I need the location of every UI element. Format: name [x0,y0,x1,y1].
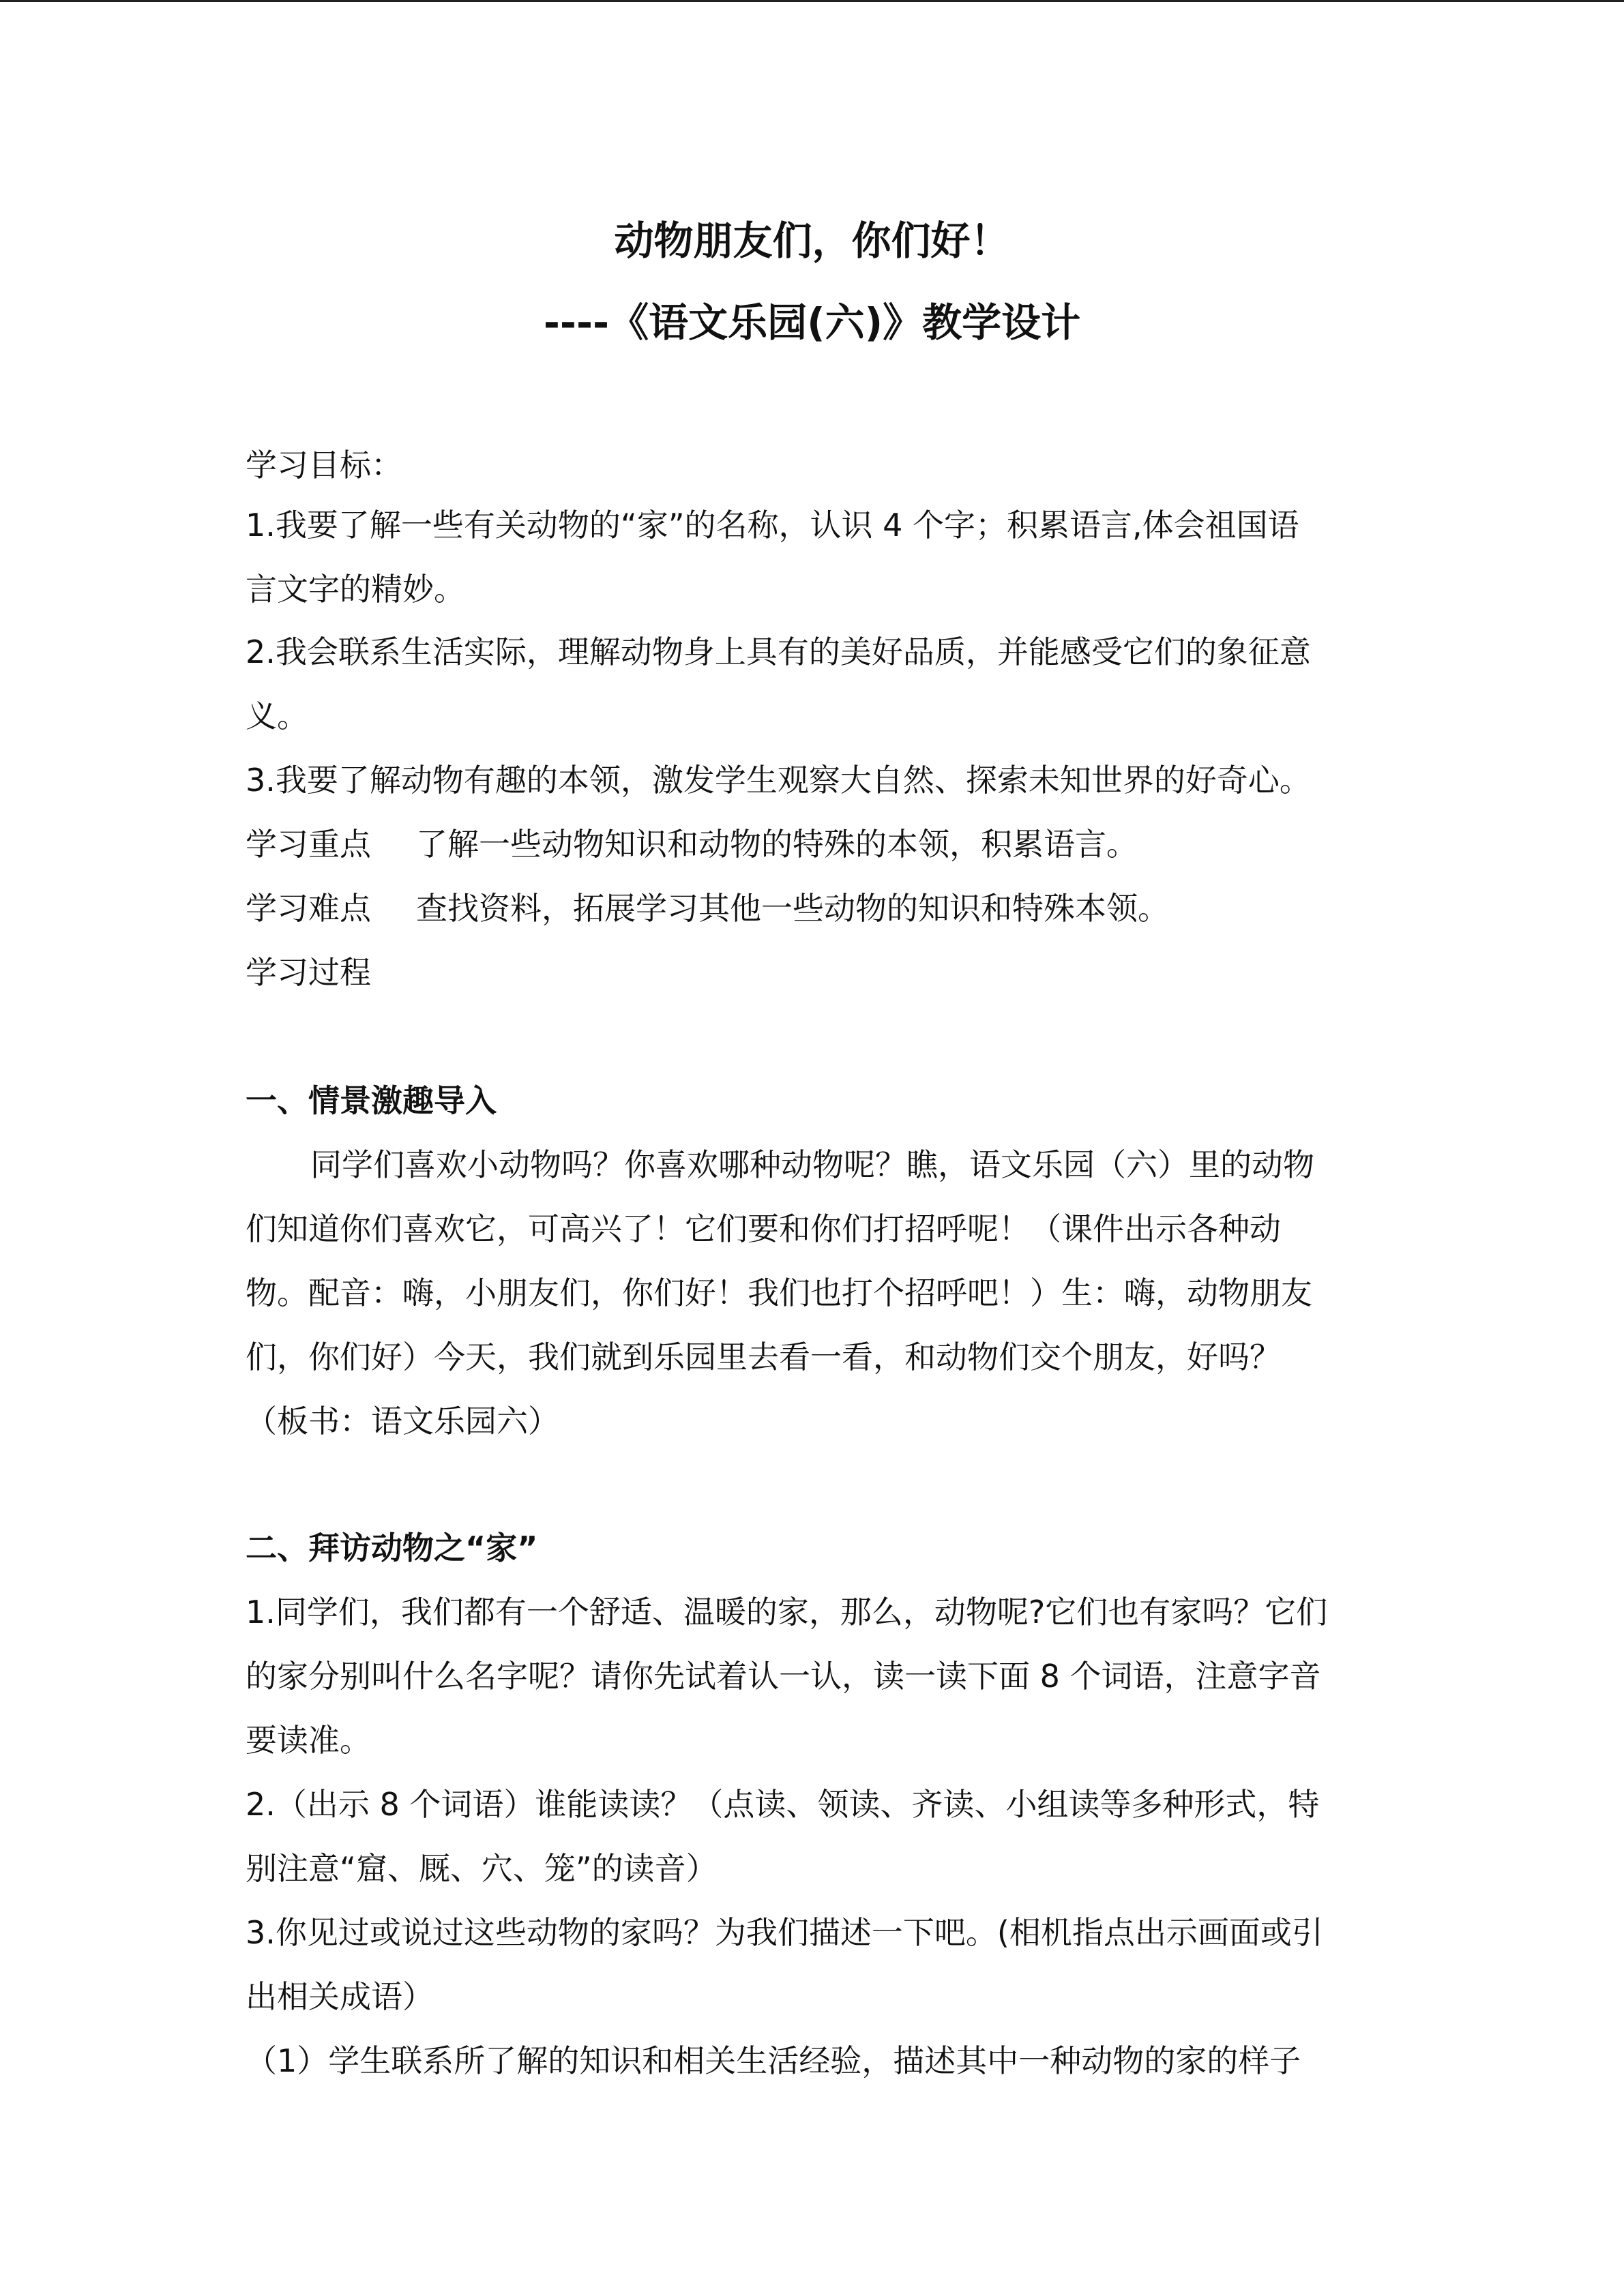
section-1-paragraph-line: 同学们喜欢小动物吗？你喜欢哪种动物呢？瞧，语文乐园（六）里的动物 [310,1146,1314,1183]
document-subtitle: ----《语文乐园(六)》教学设计 [543,299,1081,346]
section-2-line: 别注意“窟、厩、穴、笼”的读音） [246,1850,718,1887]
section-2-line: （1）学生联系所了解的知识和相关生活经验，描述其中一种动物的家的样子 [246,2042,1301,2079]
section-1-paragraph-line: （板书：语文乐园六） [246,1403,559,1440]
objective-3: 3.我要了解动物有趣的本领，激发学生观察大自然、探索未知世界的好奇心。 [246,762,1311,799]
difficulty-row [246,888,1169,929]
objective-1-line-2: 言文字的精妙。 [246,571,465,608]
difficulty-text: 查找资料，拓展学习其他一些动物的知识和特殊本领。 [416,890,1169,927]
objective-2-line-1: 2.我会联系生活实际，理解动物身上具有的美好品质，并能感受它们的象征意 [246,633,1311,670]
key-point-row [246,824,1138,865]
section-2-heading: 二、拜访动物之“家” [246,1530,538,1566]
section-2-line: 要读准。 [246,1722,371,1759]
section-2-line: 3.你见过或说过这些动物的家吗？为我们描述一下吧。(相机指点出示画面或引 [246,1914,1323,1951]
document-title: 动物朋友们，你们好！ [614,218,1010,264]
objectives-heading: 学习目标： [246,447,402,483]
difficulty-label: 学习难点 [246,890,371,927]
section-1-paragraph-line: 物。配音：嗨，小朋友们，你们好！我们也打个招呼吧！）生：嗨，动物朋友 [246,1274,1312,1311]
process-heading: 学习过程 [246,954,371,991]
key-point-label: 学习重点 [246,826,371,863]
section-2-line: 2.（出示 8 个词语）谁能读读？（点读、领读、齐读、小组读等多种形式，特 [246,1786,1320,1823]
section-1-paragraph-line: 们，你们好）今天，我们就到乐园里去看一看，和动物们交个朋友，好吗？ [246,1339,1281,1375]
section-1-heading: 一、情景激趣导入 [246,1082,497,1119]
objective-2-line-2: 义。 [246,698,308,734]
section-2-line: 出相关成语） [246,1978,434,2015]
objective-1-line-1: 1.我要了解一些有关动物的“家”的名称，认识 4 个字；积累语言,体会祖国语 [246,507,1299,543]
section-2-line: 的家分别叫什么名字呢？请你先试着认一认，读一读下面 8 个词语，注意字音 [246,1658,1321,1695]
section-1-paragraph-line: 们知道你们喜欢它，可高兴了！它们要和你们打招呼呢！（课件出示各种动 [246,1210,1281,1247]
key-point-text: 了解一些动物知识和动物的特殊的本领，积累语言。 [416,826,1138,863]
section-2-line: 1.同学们，我们都有一个舒适、温暖的家，那么，动物呢?它们也有家吗？它们 [246,1594,1328,1630]
